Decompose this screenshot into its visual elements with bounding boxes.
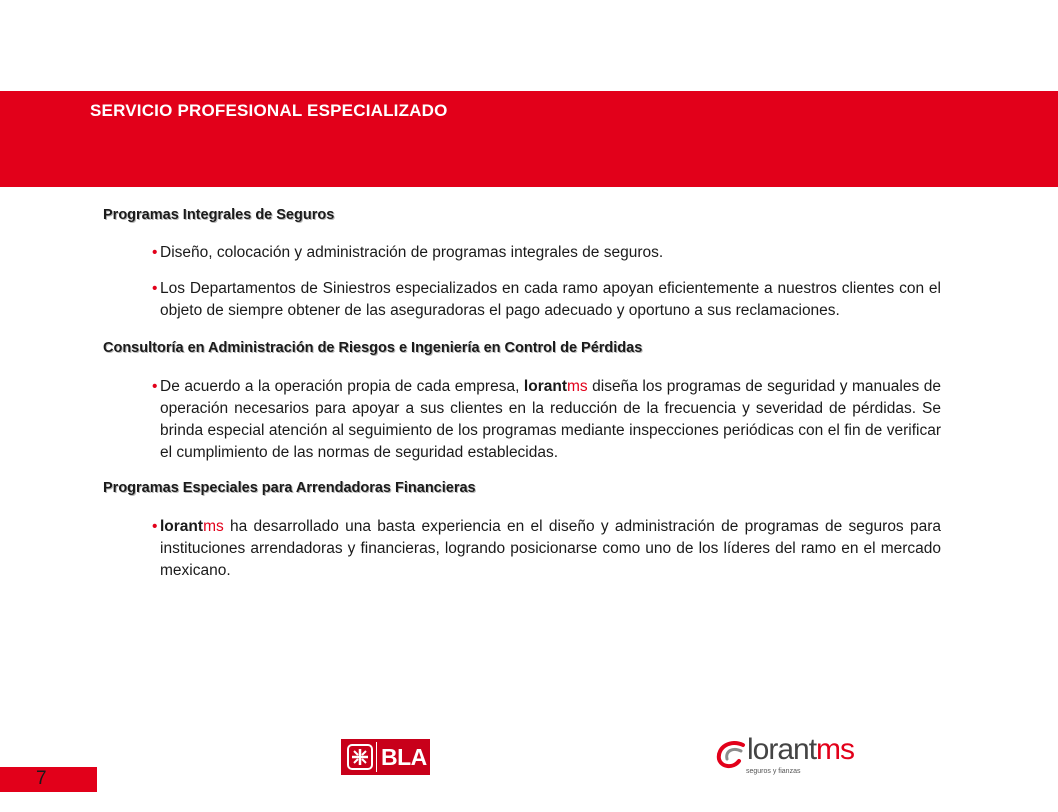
- lorantms-swirl-icon: [713, 737, 749, 773]
- brand-ms-text: ms: [203, 518, 224, 535]
- lorantms-logo: [713, 735, 863, 780]
- brand-lorant-text: lorant: [523, 378, 567, 395]
- page-number: 7: [36, 768, 47, 789]
- bullet-item: [158, 516, 941, 582]
- page-number-badge: [0, 767, 97, 792]
- slide-content: [103, 207, 941, 582]
- bla-logo-text: BLA: [381, 743, 427, 770]
- bullet-item: • Diseño, colocación y administración de programas integrales de seguros.: [158, 242, 941, 264]
- section-heading-consultoria: Consultoría en Administración de Riesgos e Ingeniería en Control de Pérdidas: [103, 340, 643, 356]
- section-heading-arrendadoras: Programas Especiales para Arrendadoras Financieras: [103, 480, 476, 496]
- bla-emblem-icon: [344, 742, 377, 772]
- bullet-text: ha desarrollado una basta experiencia en el diseño y administración de programas de seguros para instituciones arrendadoras y financieras, logrando posicionarse como uno de los líderes del ramo en el mercado mexicano.: [160, 518, 941, 579]
- lorantms-wordmark: [747, 733, 854, 767]
- bullet-item: [158, 376, 941, 464]
- bullet-item: • Los Departamentos de Siniestros especializados en cada ramo apoyan eficientemente a nuestros clientes con el objeto de siempre obtener de las aseguradoras el pago adecuado y oportuno a sus reclamaciones.: [158, 278, 941, 322]
- section-heading-programas-integrales: Programas Integrales de Seguros: [103, 207, 335, 223]
- lorantms-tagline: seguros y fianzas: [746, 768, 801, 775]
- page-title: SERVICIO PROFESIONAL ESPECIALIZADO: [90, 101, 448, 120]
- ms-logo-text: ms: [816, 733, 855, 766]
- brand-ms-text: ms: [566, 378, 588, 395]
- brand-lorant-text: lorant: [160, 518, 204, 535]
- header-banner: [0, 91, 1058, 187]
- bullet-text: diseña los programas de seguridad y manuales de operación necesarios para apoyar a sus clientes en la reducción de la frecuencia y severidad de pérdidas. Se brinda especial atención al seguimiento de los programas mediante inspecciones periódicas con el fin de verificar el cumplimiento de las normas de seguridad establecidas.: [160, 378, 941, 461]
- bla-logo: [341, 739, 430, 775]
- lorant-logo-text: lorant: [747, 733, 817, 766]
- bullet-text: De acuerdo a la operación propia de cada empresa,: [160, 378, 524, 395]
